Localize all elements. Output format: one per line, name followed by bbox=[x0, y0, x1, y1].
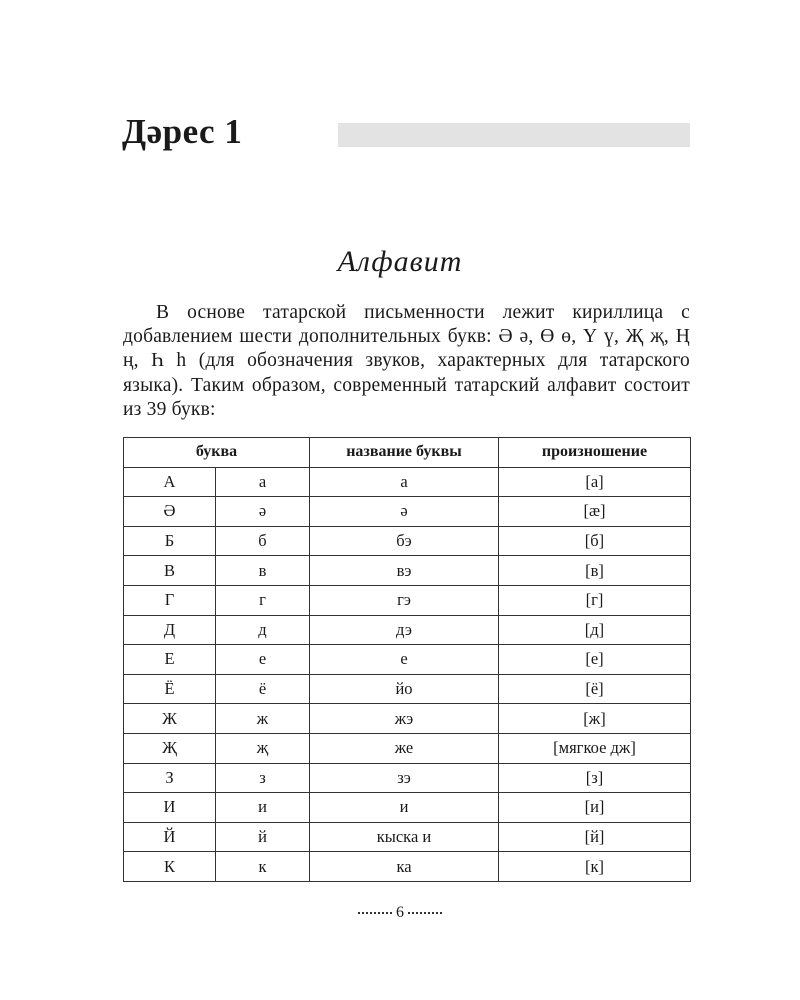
lowercase-cell: ә bbox=[216, 497, 310, 527]
uppercase-cell: И bbox=[124, 793, 216, 823]
table-row bbox=[124, 615, 691, 645]
letter-name-cell: ка bbox=[310, 852, 499, 882]
lowercase-cell: д bbox=[216, 615, 310, 645]
pronunciation-cell: [мягкое дж] bbox=[499, 733, 691, 763]
uppercase-cell: Й bbox=[124, 822, 216, 852]
table-header bbox=[124, 438, 691, 468]
table-row bbox=[124, 763, 691, 793]
lowercase-cell: ж bbox=[216, 704, 310, 734]
pronunciation-cell: [а] bbox=[499, 467, 691, 497]
footer-dots-left bbox=[358, 912, 392, 914]
lowercase-cell: ё bbox=[216, 674, 310, 704]
lowercase-cell: е bbox=[216, 645, 310, 675]
uppercase-cell: К bbox=[124, 852, 216, 882]
section-heading: Алфавит bbox=[337, 245, 463, 278]
lesson-title: Дәрес 1 bbox=[122, 112, 243, 151]
letter-name-cell: и bbox=[310, 793, 499, 823]
header-letter: буква bbox=[124, 438, 310, 468]
uppercase-cell: Җ bbox=[124, 733, 216, 763]
letter-name-cell: дэ bbox=[310, 615, 499, 645]
letter-name-cell: зэ bbox=[310, 763, 499, 793]
table-row bbox=[124, 467, 691, 497]
pronunciation-cell: [ё] bbox=[499, 674, 691, 704]
uppercase-cell: Б bbox=[124, 526, 216, 556]
pronunciation-cell: [г] bbox=[499, 585, 691, 615]
intro-text: В основе татарской письменности лежит кириллица с добавлением шести дополнительных букв: Ә ә, Ө ө, Ү ү, Җ җ, Ң ң, Һ һ (для обозначения звуков, характерных для татарского языка). Таким образом, современный татарский алфавит состоит из 39 букв: bbox=[123, 302, 690, 420]
table-row bbox=[124, 526, 691, 556]
letter-name-cell: кыска и bbox=[310, 822, 499, 852]
header-pronunciation: произношение bbox=[499, 438, 691, 468]
pronunciation-cell: [д] bbox=[499, 615, 691, 645]
table-row bbox=[124, 585, 691, 615]
intro-paragraph bbox=[123, 301, 690, 422]
uppercase-cell: Г bbox=[124, 585, 216, 615]
lowercase-cell: и bbox=[216, 793, 310, 823]
lowercase-cell: б bbox=[216, 526, 310, 556]
table-row bbox=[124, 704, 691, 734]
alphabet-table bbox=[123, 437, 691, 882]
letter-name-cell: жэ bbox=[310, 704, 499, 734]
uppercase-cell: Ә bbox=[124, 497, 216, 527]
lowercase-cell: й bbox=[216, 822, 310, 852]
letter-name-cell: же bbox=[310, 733, 499, 763]
table-row bbox=[124, 497, 691, 527]
table-row bbox=[124, 556, 691, 586]
letter-name-cell: вэ bbox=[310, 556, 499, 586]
page-footer bbox=[0, 904, 800, 922]
pronunciation-cell: [б] bbox=[499, 526, 691, 556]
title-bar-decoration bbox=[338, 123, 690, 147]
lowercase-cell: җ bbox=[216, 733, 310, 763]
table-row bbox=[124, 852, 691, 882]
letter-name-cell: гэ bbox=[310, 585, 499, 615]
pronunciation-cell: [æ] bbox=[499, 497, 691, 527]
lowercase-cell: к bbox=[216, 852, 310, 882]
uppercase-cell: Ё bbox=[124, 674, 216, 704]
pronunciation-cell: [з] bbox=[499, 763, 691, 793]
letter-name-cell: бэ bbox=[310, 526, 499, 556]
pronunciation-cell: [в] bbox=[499, 556, 691, 586]
lowercase-cell: в bbox=[216, 556, 310, 586]
lowercase-cell: з bbox=[216, 763, 310, 793]
table-row bbox=[124, 793, 691, 823]
pronunciation-cell: [к] bbox=[499, 852, 691, 882]
pronunciation-cell: [е] bbox=[499, 645, 691, 675]
table-row bbox=[124, 733, 691, 763]
uppercase-cell: Д bbox=[124, 615, 216, 645]
pronunciation-cell: [ж] bbox=[499, 704, 691, 734]
letter-name-cell: е bbox=[310, 645, 499, 675]
letter-name-cell: ә bbox=[310, 497, 499, 527]
lowercase-cell: а bbox=[216, 467, 310, 497]
header-name: название буквы bbox=[310, 438, 499, 468]
pronunciation-cell: [и] bbox=[499, 793, 691, 823]
lowercase-cell: г bbox=[216, 585, 310, 615]
letter-name-cell: йо bbox=[310, 674, 499, 704]
uppercase-cell: В bbox=[124, 556, 216, 586]
uppercase-cell: Ж bbox=[124, 704, 216, 734]
table-row bbox=[124, 645, 691, 675]
table-row bbox=[124, 674, 691, 704]
uppercase-cell: А bbox=[124, 467, 216, 497]
uppercase-cell: Е bbox=[124, 645, 216, 675]
page-number: 6 bbox=[396, 904, 404, 921]
letter-name-cell: а bbox=[310, 467, 499, 497]
table-row bbox=[124, 822, 691, 852]
uppercase-cell: З bbox=[124, 763, 216, 793]
pronunciation-cell: [й] bbox=[499, 822, 691, 852]
footer-dots-right bbox=[408, 912, 442, 914]
